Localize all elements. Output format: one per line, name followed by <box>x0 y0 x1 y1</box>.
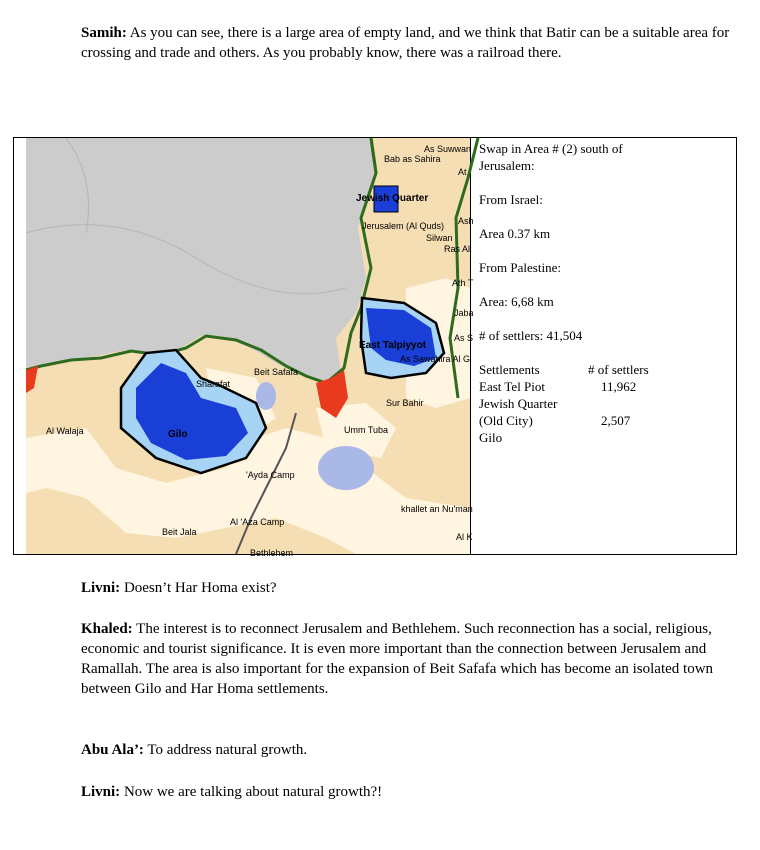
area-israel: Area 0.37 km <box>479 226 551 241</box>
settlers-header: # of settlers <box>588 362 649 377</box>
settlement-count: 11,962 <box>601 379 637 394</box>
map-label: Silwan <box>426 233 453 243</box>
map-label: khallet an Nu'man <box>401 504 473 514</box>
map-label: Sur Bahir <box>386 398 424 408</box>
map-figure-table <box>13 137 737 558</box>
area-palestine: Area: 6,68 km <box>479 294 554 309</box>
speaker-name: Abu Ala’: <box>81 742 144 758</box>
settlements-header: Settlements <box>479 362 540 377</box>
map-label: 'Ayda Camp <box>246 470 295 480</box>
map-label: At <box>458 167 467 177</box>
map-label: Bethlehem <box>250 548 294 558</box>
map-label: Ras Al <box>444 244 471 254</box>
map-label: As Sawahira Al G <box>400 354 471 364</box>
settlement-name: (Old City) <box>479 413 533 428</box>
swap-info-cell <box>478 138 733 554</box>
map-label: Beit Jala <box>162 527 197 537</box>
map-label: Ath T <box>452 278 474 288</box>
speaker-name: Khaled: <box>81 621 133 637</box>
speech-text: The interest is to reconnect Jerusalem and Bethlehem. Such reconnection has a social, religious, economic and tourist significance. It is even more important than the connection between Jerusalem and Ramallah. The area is also important for the expansion of Beit Safafa which has become an isolated town between Gilo and Har Homa settlements. <box>81 621 714 697</box>
settlement-name: East Tel Piot <box>479 379 546 394</box>
speech-text: Doesn’t Har Homa exist? <box>120 580 277 596</box>
map-label: Jerusalem (Al Quds) <box>362 221 445 231</box>
reservoir <box>318 446 374 490</box>
map-label: Jaba <box>454 308 474 318</box>
khaled-paragraph <box>81 619 736 699</box>
speaker-name: Livni: <box>81 580 121 596</box>
swap-map <box>26 138 474 558</box>
samih-paragraph <box>81 23 736 63</box>
map-label: Jewish Quarter <box>356 193 429 204</box>
map-label: As S <box>454 333 474 343</box>
from-israel-label: From Israel: <box>479 192 543 207</box>
info-heading: Swap in Area # (2) south of Jerusalem: <box>479 141 623 173</box>
livni-paragraph-1 <box>81 578 736 598</box>
settlement-name: Gilo <box>479 430 503 445</box>
map-label: As Suwwan <box>424 144 472 154</box>
settlement-count: 2,507 <box>601 413 631 428</box>
settlement-name: Jewish Quarter <box>479 396 558 411</box>
map-label: East Talpiyyot <box>359 340 427 351</box>
speech-text: Now we are talking about natural growth?! <box>120 784 383 800</box>
speaker-name: Samih: <box>81 25 127 41</box>
from-palestine-label: From Palestine: <box>479 260 561 275</box>
map-label: Al 'Aza Camp <box>230 517 285 527</box>
abu-ala-paragraph <box>81 740 736 760</box>
map-label: Ash <box>458 216 474 226</box>
map-label: Gilo <box>168 429 188 440</box>
map-label: Umm Tuba <box>344 425 389 435</box>
settlers-total: # of settlers: 41,504 <box>479 328 583 343</box>
speech-text: To address natural growth. <box>143 742 308 758</box>
livni-paragraph-2 <box>81 782 736 802</box>
map-label: Al K <box>456 532 473 542</box>
map-label: Beit Safafa <box>254 367 299 377</box>
map-label: Al Walaja <box>46 426 84 436</box>
map-cell <box>26 138 474 558</box>
speech-text: As you can see, there is a large area of empty land, and we think that Batir can be a suitable area for crossing and trade and others. As you probably know, there was a railroad there. <box>81 25 730 61</box>
reservoir <box>256 382 276 410</box>
map-label: Sharafat <box>196 379 231 389</box>
speaker-name: Livni: <box>81 784 121 800</box>
map-label: Bab as Sahira <box>384 154 441 164</box>
